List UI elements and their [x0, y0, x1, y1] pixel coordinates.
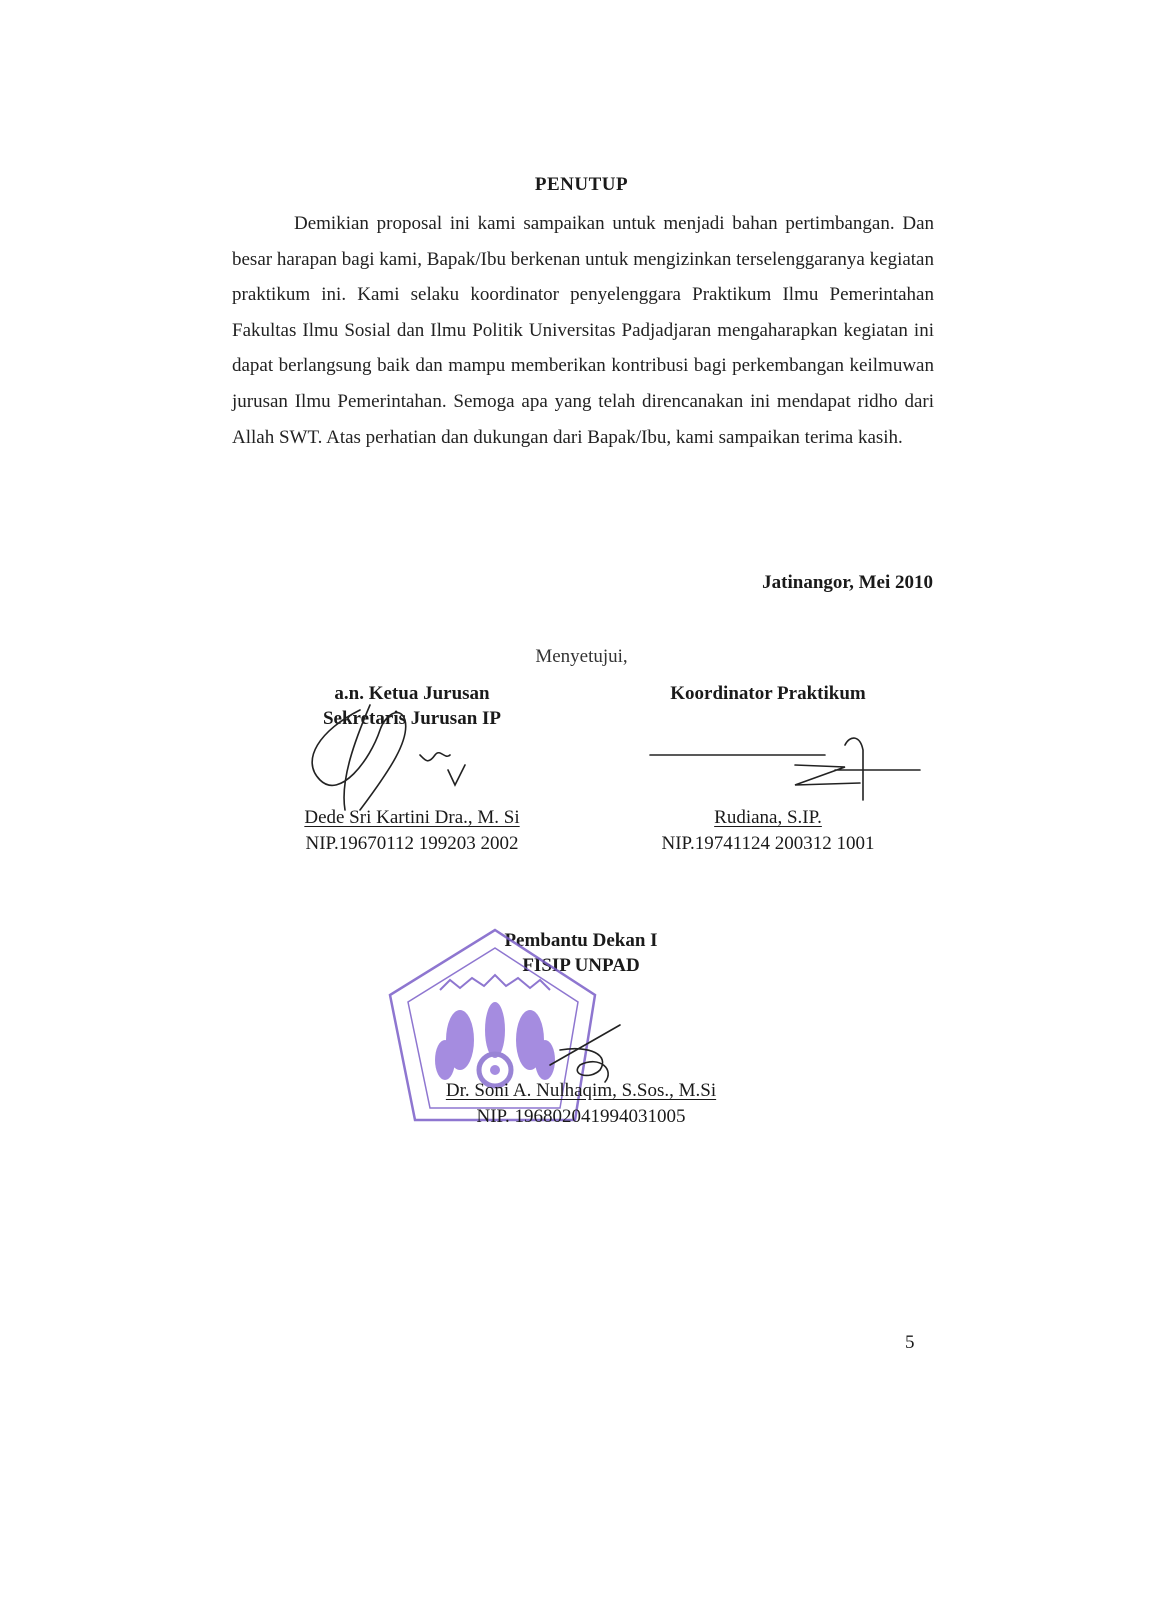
right-signature	[645, 735, 925, 805]
section-heading: PENUTUP	[534, 174, 629, 195]
left-signatory-name: Dede Sri Kartini Dra., M. Si	[304, 807, 520, 828]
right-signatory-name: Rudiana, S.IP.	[714, 807, 822, 828]
page-number: 5	[905, 1332, 915, 1353]
dean-signatory-identity	[400, 1078, 762, 1130]
left-signatory-nip: NIP.19670112 199203 2002	[305, 833, 519, 854]
left-signatory-identity	[262, 805, 562, 857]
left-title-line1: a.n. Ketua Jurusan	[334, 683, 490, 704]
right-signatory-title: Koordinator Praktikum	[670, 683, 866, 704]
dean-title-line1: Pembantu Dekan I	[504, 930, 658, 951]
place-and-date: Jatinangor, Mei 2010	[762, 572, 933, 593]
dean-title-line2: FISIP UNPAD	[522, 955, 640, 976]
closing-paragraph: Demikian proposal ini kami sampaikan untuk menjadi bahan pertimbangan. Dan besar harapan bagi kami, Bapak/Ibu berkenan untuk mengizinkan terselenggaranya kegiatan praktikum ini. Kami selaku koordinator penyelenggara Praktikum Ilmu Pemerintahan Fakultas Ilmu Sosial dan Ilmu Politik Universitas Padjadjaran mengaharapkan kegiatan ini dapat berlangsung baik dan mampu memberikan kontribusi bagi perkembangan keilmuwan jurusan Ilmu Pemerintahan. Semoga apa yang telah direncanakan ini mendapat ridho dari Allah SWT. Atas perhatian dan dukungan dari Bapak/Ibu, kami sampaikan terima kasih.	[232, 213, 934, 448]
right-signatory-nip: NIP.19741124 200312 1001	[661, 833, 875, 854]
dean-signatory-name: Dr. Soni A. Nulhaqim, S.Sos., M.Si	[445, 1080, 717, 1101]
left-title-line2: Sekretaris Jurusan IP	[322, 708, 502, 729]
dean-signatory-nip: NIP. 196802041994031005	[476, 1106, 686, 1127]
approval-label: Menyetujui,	[535, 646, 628, 667]
right-signatory-identity	[608, 805, 928, 857]
